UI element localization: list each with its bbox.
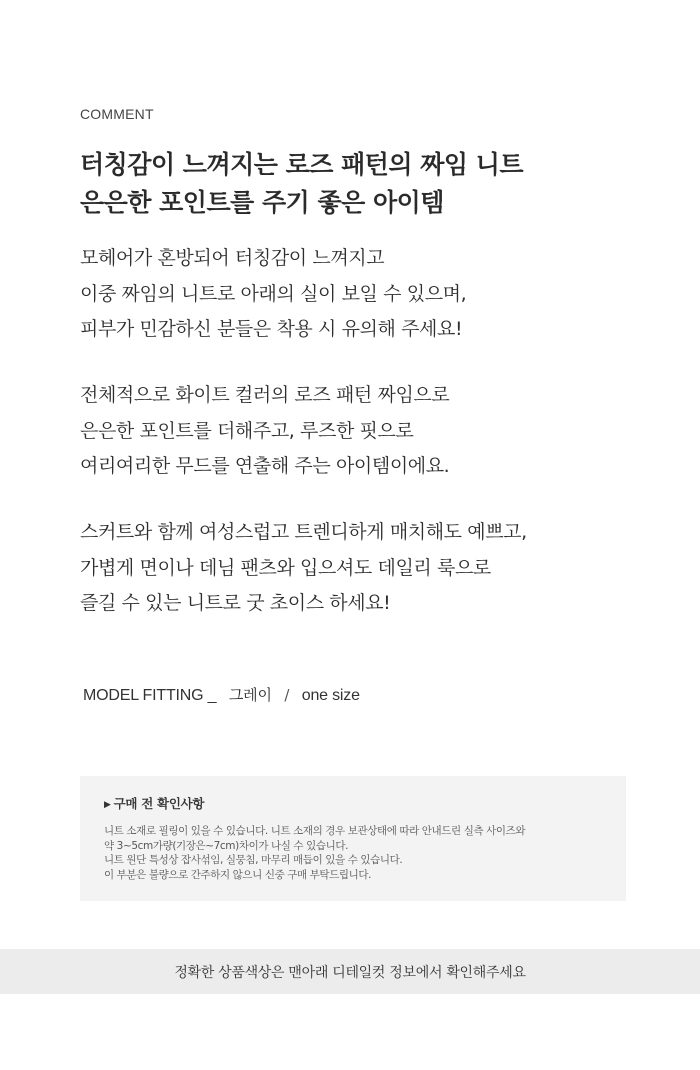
model-fitting-label: MODEL FITTING _ xyxy=(83,687,217,704)
color-notice-text: 정확한 상품색상은 맨아래 디테일컷 정보에서 확인해주세요 xyxy=(174,965,526,981)
model-fitting-color: 그레이 xyxy=(228,686,272,704)
paragraph-line: 가볍게 면이나 데님 팬츠와 입으셔도 데일리 룩으로 xyxy=(80,556,491,579)
notice-body xyxy=(104,824,604,882)
headline-line: 터칭감이 느껴지는 로즈 패턴의 짜임 니트 xyxy=(80,150,524,179)
headline-line: 은은한 포인트를 주기 좋은 아이템 xyxy=(80,188,444,217)
section-label: COMMENT xyxy=(80,106,154,122)
model-fitting-size: one size xyxy=(301,687,360,704)
paragraph-line: 은은한 포인트를 더해주고, 루즈한 핏으로 xyxy=(80,419,414,442)
triangle-right-icon: ▶ xyxy=(104,800,111,810)
paragraph-line: 피부가 민감하신 분들은 착용 시 유의해 주세요! xyxy=(80,318,463,340)
description-paragraph xyxy=(80,241,680,348)
notice-line: 니트 원단 특성상 잡사섞임, 실뭉침, 마무리 매듭이 있을 수 있습니다. xyxy=(104,854,403,866)
notice-title-text: 구매 전 확인사항 xyxy=(113,796,205,811)
notice-line: 이 부분은 불량으로 간주하지 않으니 신중 구매 부탁드립니다. xyxy=(104,868,372,881)
paragraph-line: 이중 짜임의 니트로 아래의 실이 보일 수 있으며, xyxy=(80,282,467,305)
model-fitting-info xyxy=(83,684,360,705)
model-fitting-separator: / xyxy=(284,686,290,704)
color-notice-bar xyxy=(0,949,700,994)
paragraph-line: 여리여리한 무드를 연출해 주는 아이템이에요. xyxy=(80,455,450,477)
description-paragraph xyxy=(80,378,680,485)
notice-title xyxy=(104,794,204,812)
paragraph-line: 즐길 수 있는 니트로 굿 초이스 하세요! xyxy=(80,592,391,614)
paragraph-line: 스커트와 함께 여성스럽고 트렌디하게 매치해도 예쁘고, xyxy=(80,521,527,543)
notice-line: 니트 소재로 필링이 있을 수 있습니다. 니트 소재의 경우 보관상태에 따라 안내드린 실측 사이즈와 xyxy=(104,825,526,837)
paragraph-line: 모헤어가 혼방되어 터칭감이 느껴지고 xyxy=(80,247,385,269)
purchase-notice-box xyxy=(80,776,626,901)
notice-line: 약 3~5cm가량(기장은~7cm)차이가 나실 수 있습니다. xyxy=(104,839,349,852)
headline xyxy=(80,146,680,222)
description-paragraph xyxy=(80,515,680,622)
paragraph-line: 전체적으로 화이트 컬러의 로즈 패턴 짜임으로 xyxy=(80,384,450,406)
